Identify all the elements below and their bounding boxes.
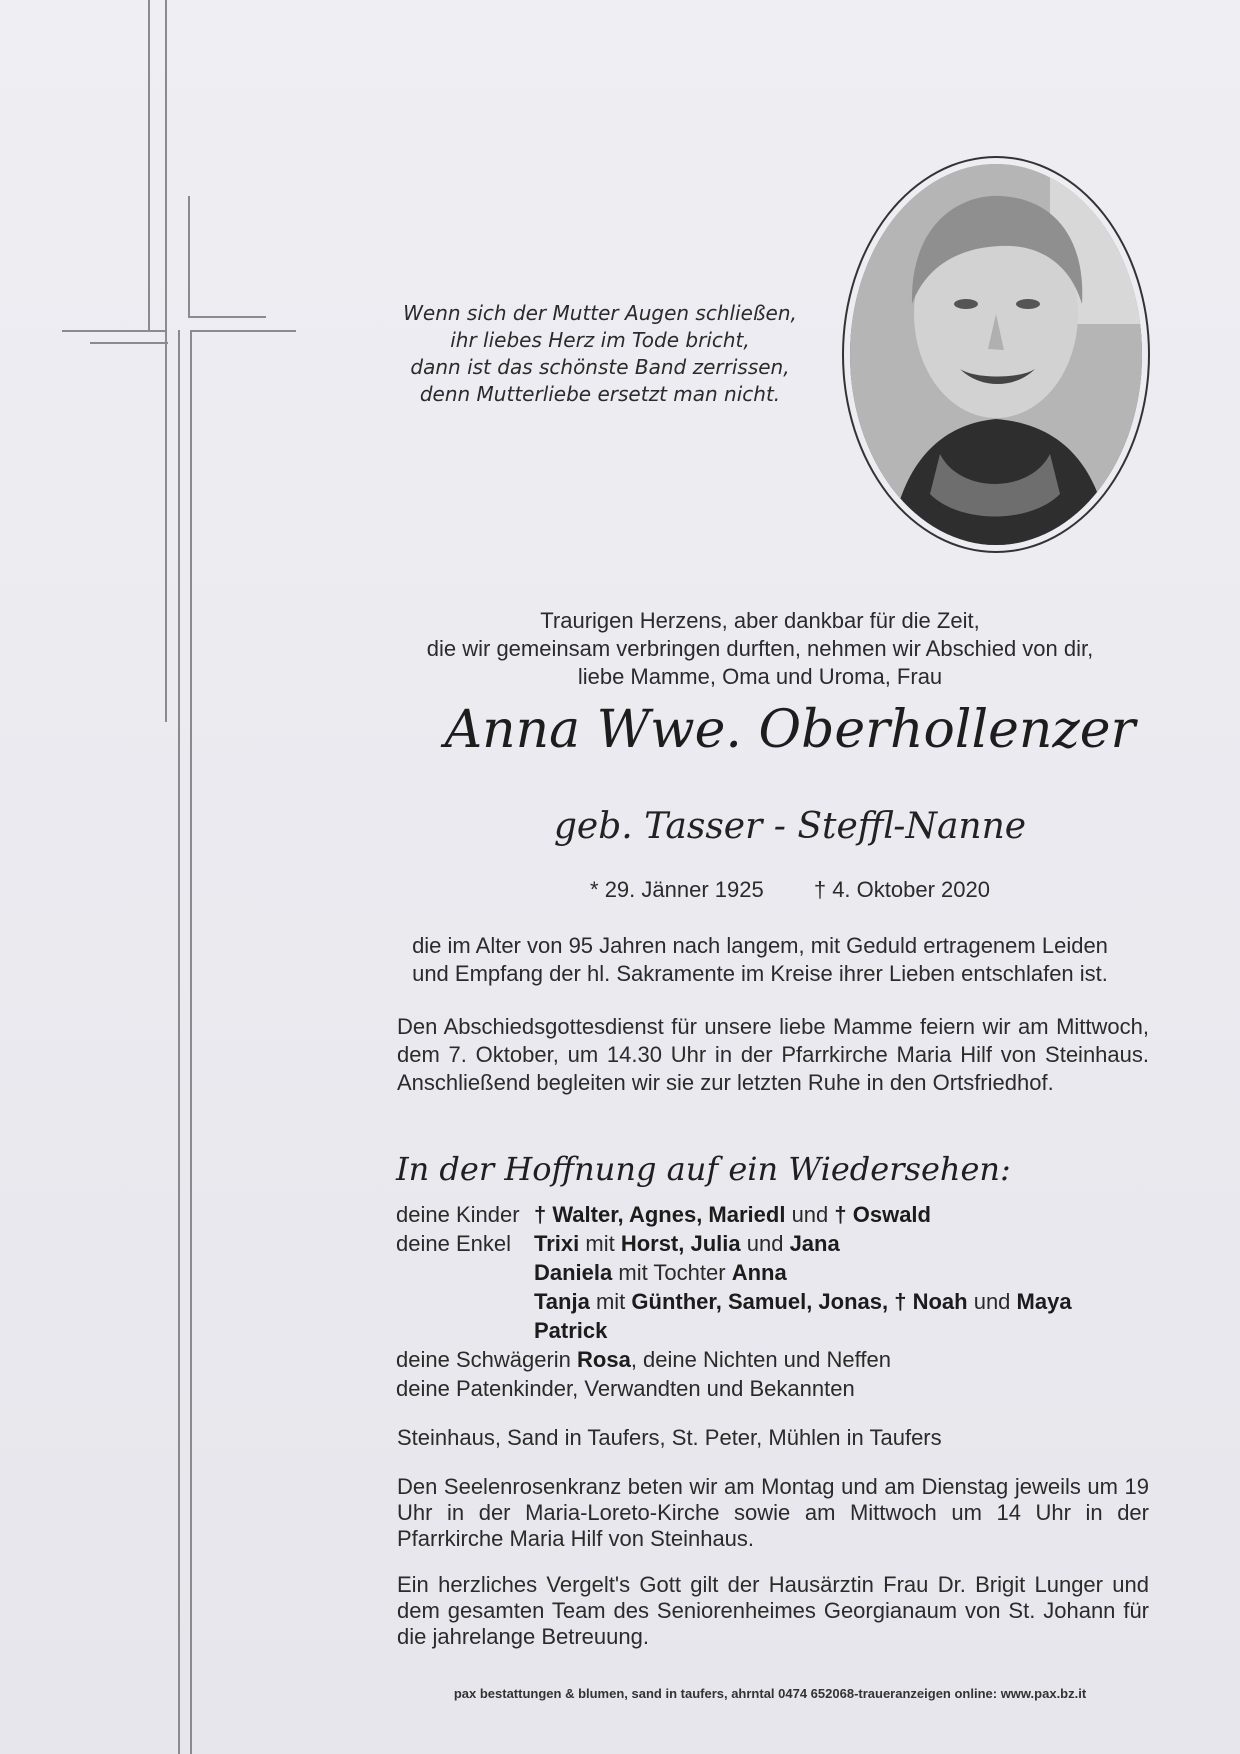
grandchildren-names <box>534 1229 1072 1345</box>
name-bold: Jana <box>789 1231 840 1256</box>
name-bold: Daniela <box>534 1260 613 1285</box>
name-bold: † Walter, Agnes, Mariedl <box>534 1202 786 1227</box>
portrait-photo <box>850 164 1142 545</box>
hope-heading: In der Hoffnung auf ein Wiedersehen: <box>396 1150 1011 1188</box>
grandchildren-line <box>534 1229 1072 1258</box>
name-bold: Trixi <box>534 1231 580 1256</box>
poem-line: dann ist das schönste Band zerrissen, <box>410 355 790 379</box>
grandchildren-label: deine Enkel <box>396 1231 511 1256</box>
name-connector: mit Tochter <box>612 1260 732 1285</box>
poem-line: Wenn sich der Mutter Augen schließen, <box>403 301 797 325</box>
grandchildren-line <box>534 1287 1072 1316</box>
children-label: deine Kinder <box>396 1202 520 1227</box>
poem <box>380 300 820 408</box>
name-bold: Rosa <box>577 1347 631 1372</box>
passing-line: die im Alter von 95 Jahren nach langem, mit Geduld ertragenem Leiden <box>412 933 1108 958</box>
death-date: † 4. Oktober 2020 <box>813 877 990 902</box>
name-bold: Maya <box>1016 1289 1072 1314</box>
name-bold: Horst, Julia <box>620 1231 741 1256</box>
funeral-home-footer: pax bestattungen & blumen, sand in taufers, ahrntal 0474 652068-traueranzeigen online: www.pax.bz.it <box>453 1686 1087 1701</box>
grandchildren-row <box>396 1229 1156 1345</box>
children-names <box>534 1200 931 1229</box>
passing-line: und Empfang der hl. Sakramente im Kreise ihrer Lieben entschlafen ist. <box>412 961 1108 986</box>
birth-date: * 29. Jänner 1925 <box>590 877 764 902</box>
intro-line: Traurigen Herzens, aber dankbar für die Zeit, <box>540 608 980 633</box>
name-connector: deine Schwägerin <box>396 1347 578 1372</box>
thanks-text: Ein herzliches Vergelt's Gott gilt der Hausärztin Frau Dr. Brigit Lunger und dem gesamten Team des Seniorenheimes Georgianaum von St. Johann für die jahrelange Betreuung. <box>397 1572 1149 1649</box>
godchildren-line: deine Patenkinder, Verwandten und Bekannten <box>396 1376 855 1401</box>
name-connector: und <box>967 1289 1017 1314</box>
family-list <box>396 1200 1156 1403</box>
name-connector: und <box>785 1202 835 1227</box>
rosary-text: Den Seelenrosenkranz beten wir am Montag und am Dienstag jeweils um 19 Uhr in der Maria-Loreto-Kirche sowie am Mittwoch um 14 Uhr in der Pfarrkirche Maria Hilf von Steinhaus. <box>397 1474 1149 1551</box>
name-connector: mit <box>579 1231 621 1256</box>
grandchildren-line <box>534 1316 1072 1345</box>
name-connector: und <box>740 1231 790 1256</box>
name-bold: Tanja <box>534 1289 590 1314</box>
name-bold: Günther, Samuel, Jonas, † Noah <box>631 1289 968 1314</box>
sister-in-law-line <box>396 1345 1156 1374</box>
places-text: Steinhaus, Sand in Taufers, St. Peter, Mühlen in Taufers <box>397 1425 942 1450</box>
name-bold: † Oswald <box>834 1202 931 1227</box>
intro-text <box>360 607 1160 691</box>
name-bold: Patrick <box>534 1318 608 1343</box>
name-connector: mit <box>589 1289 632 1314</box>
poem-line: ihr liebes Herz im Tode bricht, <box>450 328 750 352</box>
intro-line: die wir gemeinsam verbringen durften, nehmen wir Abschied von dir, <box>426 636 1094 661</box>
maiden-name: geb. Tasser - Steffl-Nanne <box>553 806 1027 847</box>
passing-text <box>360 932 1160 988</box>
deceased-name: Anna Wwe. Oberhollenzer <box>444 700 1136 760</box>
funeral-service-text: Den Abschiedsgottesdienst für unsere liebe Mamme feiern wir am Mittwoch, dem 7. Oktober, um 14.30 Uhr in der Pfarrkirche Maria Hilf von Steinhaus. Anschließend begleiten wir sie zur letzten Ruhe in den Ortsfriedhof. <box>397 1014 1149 1095</box>
intro-line: liebe Mamme, Oma und Uroma, Frau <box>577 664 943 689</box>
children-row <box>396 1200 1156 1229</box>
name-connector: , deine Nichten und Neffen <box>630 1347 891 1372</box>
poem-line: denn Mutterliebe ersetzt man nicht. <box>419 382 781 406</box>
name-bold: Anna <box>731 1260 787 1285</box>
life-dates <box>400 877 1180 903</box>
grandchildren-line <box>534 1258 1072 1287</box>
